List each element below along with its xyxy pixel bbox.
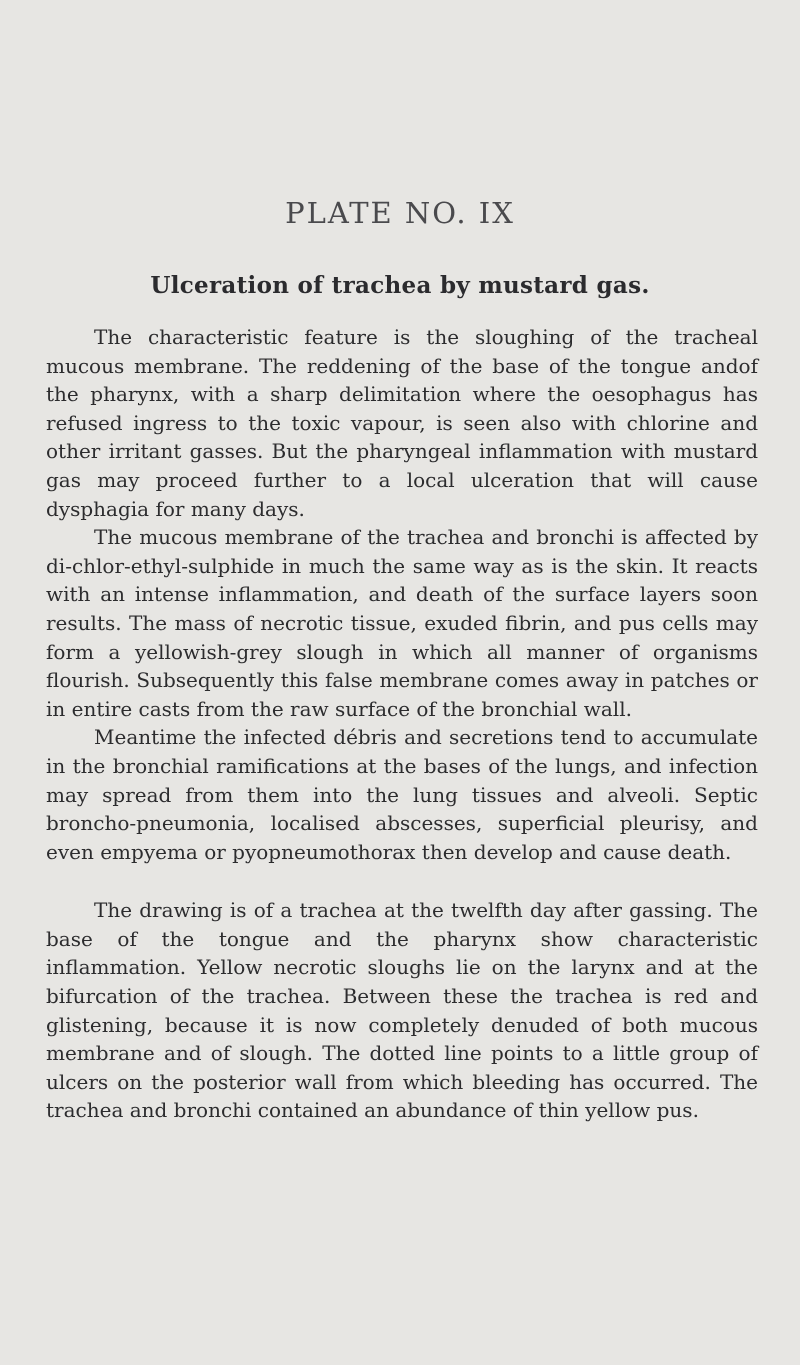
plate-title: PLATE NO. IX (285, 196, 515, 230)
paragraph-2: The mucous membrane of the trachea and bronchi is affected by di-chlor-ethyl-sulphide in much the same way as is the skin. It reacts with an intense inflammation, and death of the surface layers soon results. The mass of necrotic tissue, exuded fibrin, and pus cells may form a yellowish-grey slough in which all manner of organisms flourish. Subsequently this false membrane comes away in patches or in entire casts from the raw surface of the bronchial wall. (46, 525, 758, 721)
paragraph-1: The characteristic feature is the sloughing of the tracheal mucous membrane. The reddening of the base of the tongue andof the pharynx, with a sharp delimitation where the oesophagus has refused ingress to the toxic vapour, is seen also with chlorine and other irritant gasses. But the pharyngeal inflammation with mustard gas may proceed further to a local ulceration that will cause dysphagia for many days. (46, 325, 758, 521)
body-text (46, 323, 758, 1125)
paragraph-3: Meantime the infected débris and secretions tend to accumulate in the bronchial ramifications at the bases of the lungs, and infection may spread from them into the lung tissues and alveoli. Septic broncho-pneumonia, localised abscesses, superficial pleurisy, and even empyema or pyopneumothorax then develop and cause death. (46, 725, 758, 864)
plate-heading: Ulceration of trachea by mustard gas. (150, 272, 650, 299)
paragraph-4: The drawing is of a trachea at the twelfth day after gassing. The base of the tongue and the pharynx show characteristic inflammation. Yellow necrotic sloughs lie on the larynx and at the bifurcation of the trachea. Between these the trachea is red and glistening, because it is now completely denuded of both mucous membrane and of slough. The dotted line points to a little group of ulcers on the posterior wall from which bleeding has occurred. The trachea and bronchi contained an abundance of thin yellow pus. (46, 898, 758, 1123)
